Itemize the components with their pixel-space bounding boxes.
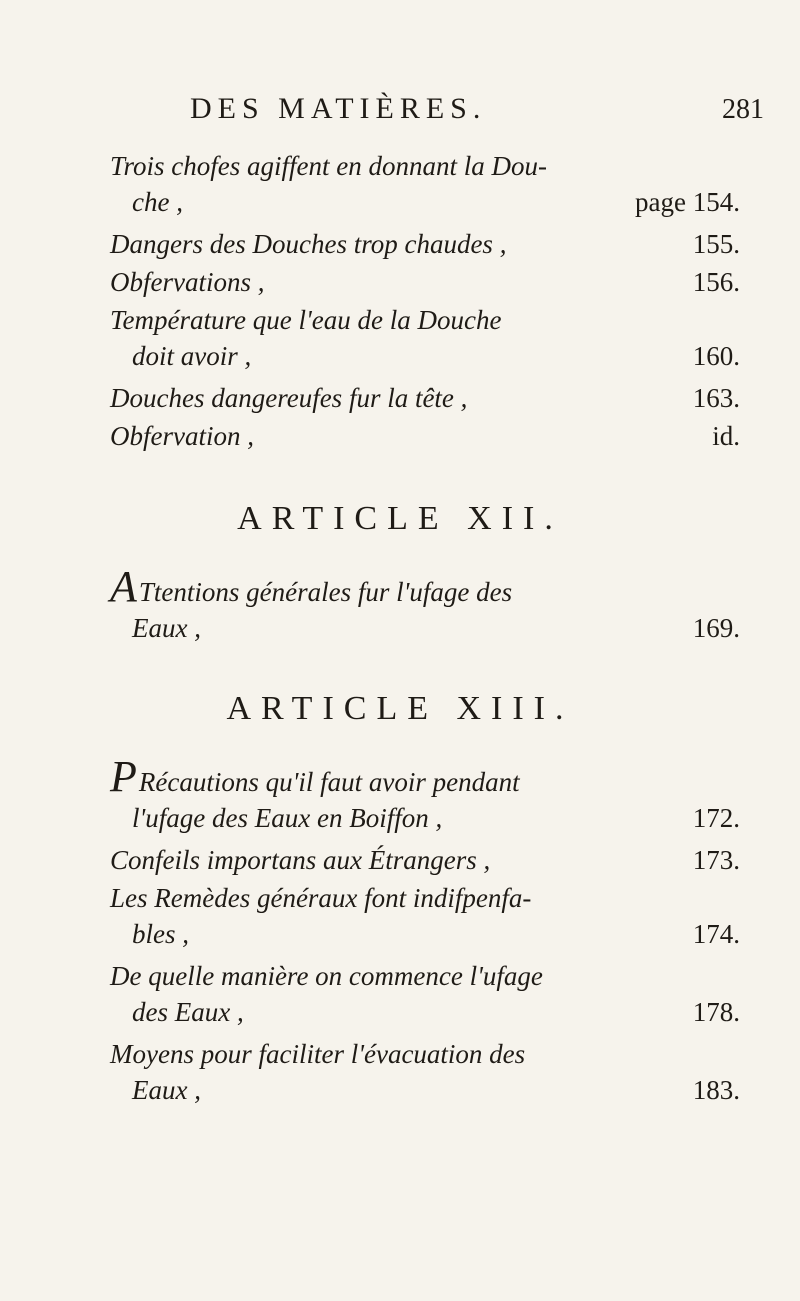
index-entry: [110, 842, 740, 878]
entry-text: Obfervation ,: [110, 421, 254, 451]
entry-text: Température que l'eau de la Douche: [110, 305, 502, 335]
drop-cap: P: [110, 752, 137, 801]
entry-page: id.: [712, 421, 740, 451]
entry-page: 174.: [692, 919, 740, 949]
index-entry: [110, 264, 740, 300]
page-number: 281: [722, 94, 764, 125]
index-entry: [110, 380, 740, 416]
entry-continuation: bles ,: [132, 919, 189, 949]
entry-continuation: Eaux ,: [132, 1075, 201, 1105]
article-heading: ARTICLE XII.: [237, 500, 563, 537]
index-entry: [110, 418, 740, 454]
entry-continuation: che ,: [132, 187, 183, 217]
running-head: DES MATIÈRES.: [190, 92, 487, 125]
entry-text: Ttentions générales fur l'ufage des: [138, 577, 513, 607]
entry-continuation: Eaux ,: [132, 613, 201, 643]
entry-text: Trois chofes agiffent en donnant la Dou-: [110, 151, 547, 181]
entry-page: 156.: [692, 267, 740, 297]
entry-page: 173.: [692, 845, 740, 875]
index-entry: [110, 562, 740, 646]
entry-page: 155.: [692, 229, 740, 259]
index-entry: [110, 226, 740, 262]
index-entry: [110, 880, 740, 952]
entry-page: 183.: [692, 1075, 740, 1105]
entry-page: 160.: [692, 341, 740, 371]
entry-continuation: doit avoir ,: [132, 341, 252, 371]
index-entry: [110, 752, 740, 836]
entry-text: De quelle manière on commence l'ufage: [110, 961, 543, 991]
entry-page: 169.: [692, 613, 740, 643]
index-entry: [110, 148, 740, 220]
index-entry: [110, 958, 740, 1030]
entry-page: 172.: [692, 803, 740, 833]
entry-text: Les Remèdes généraux font indifpenfa-: [110, 883, 532, 913]
entry-text: Dangers des Douches trop chaudes ,: [110, 229, 507, 259]
entry-text: Douches dangereufes fur la tête ,: [110, 383, 468, 413]
article-heading: ARTICLE XIII.: [226, 690, 574, 727]
entry-page: 163.: [692, 383, 740, 413]
entry-continuation: des Eaux ,: [132, 997, 244, 1027]
entry-text: Récautions qu'il faut avoir pendant: [138, 767, 520, 797]
entry-text: Confeils importans aux Étrangers ,: [110, 845, 491, 875]
entry-text: Obfervations ,: [110, 267, 265, 297]
drop-cap: A: [110, 562, 137, 611]
index-entry: [110, 1036, 740, 1108]
entry-continuation: l'ufage des Eaux en Boiffon ,: [132, 803, 443, 833]
entry-page: page 154.: [635, 187, 740, 217]
index-entry: [110, 302, 740, 374]
entry-page: 178.: [692, 997, 740, 1027]
entry-text: Moyens pour faciliter l'évacuation des: [110, 1039, 526, 1069]
